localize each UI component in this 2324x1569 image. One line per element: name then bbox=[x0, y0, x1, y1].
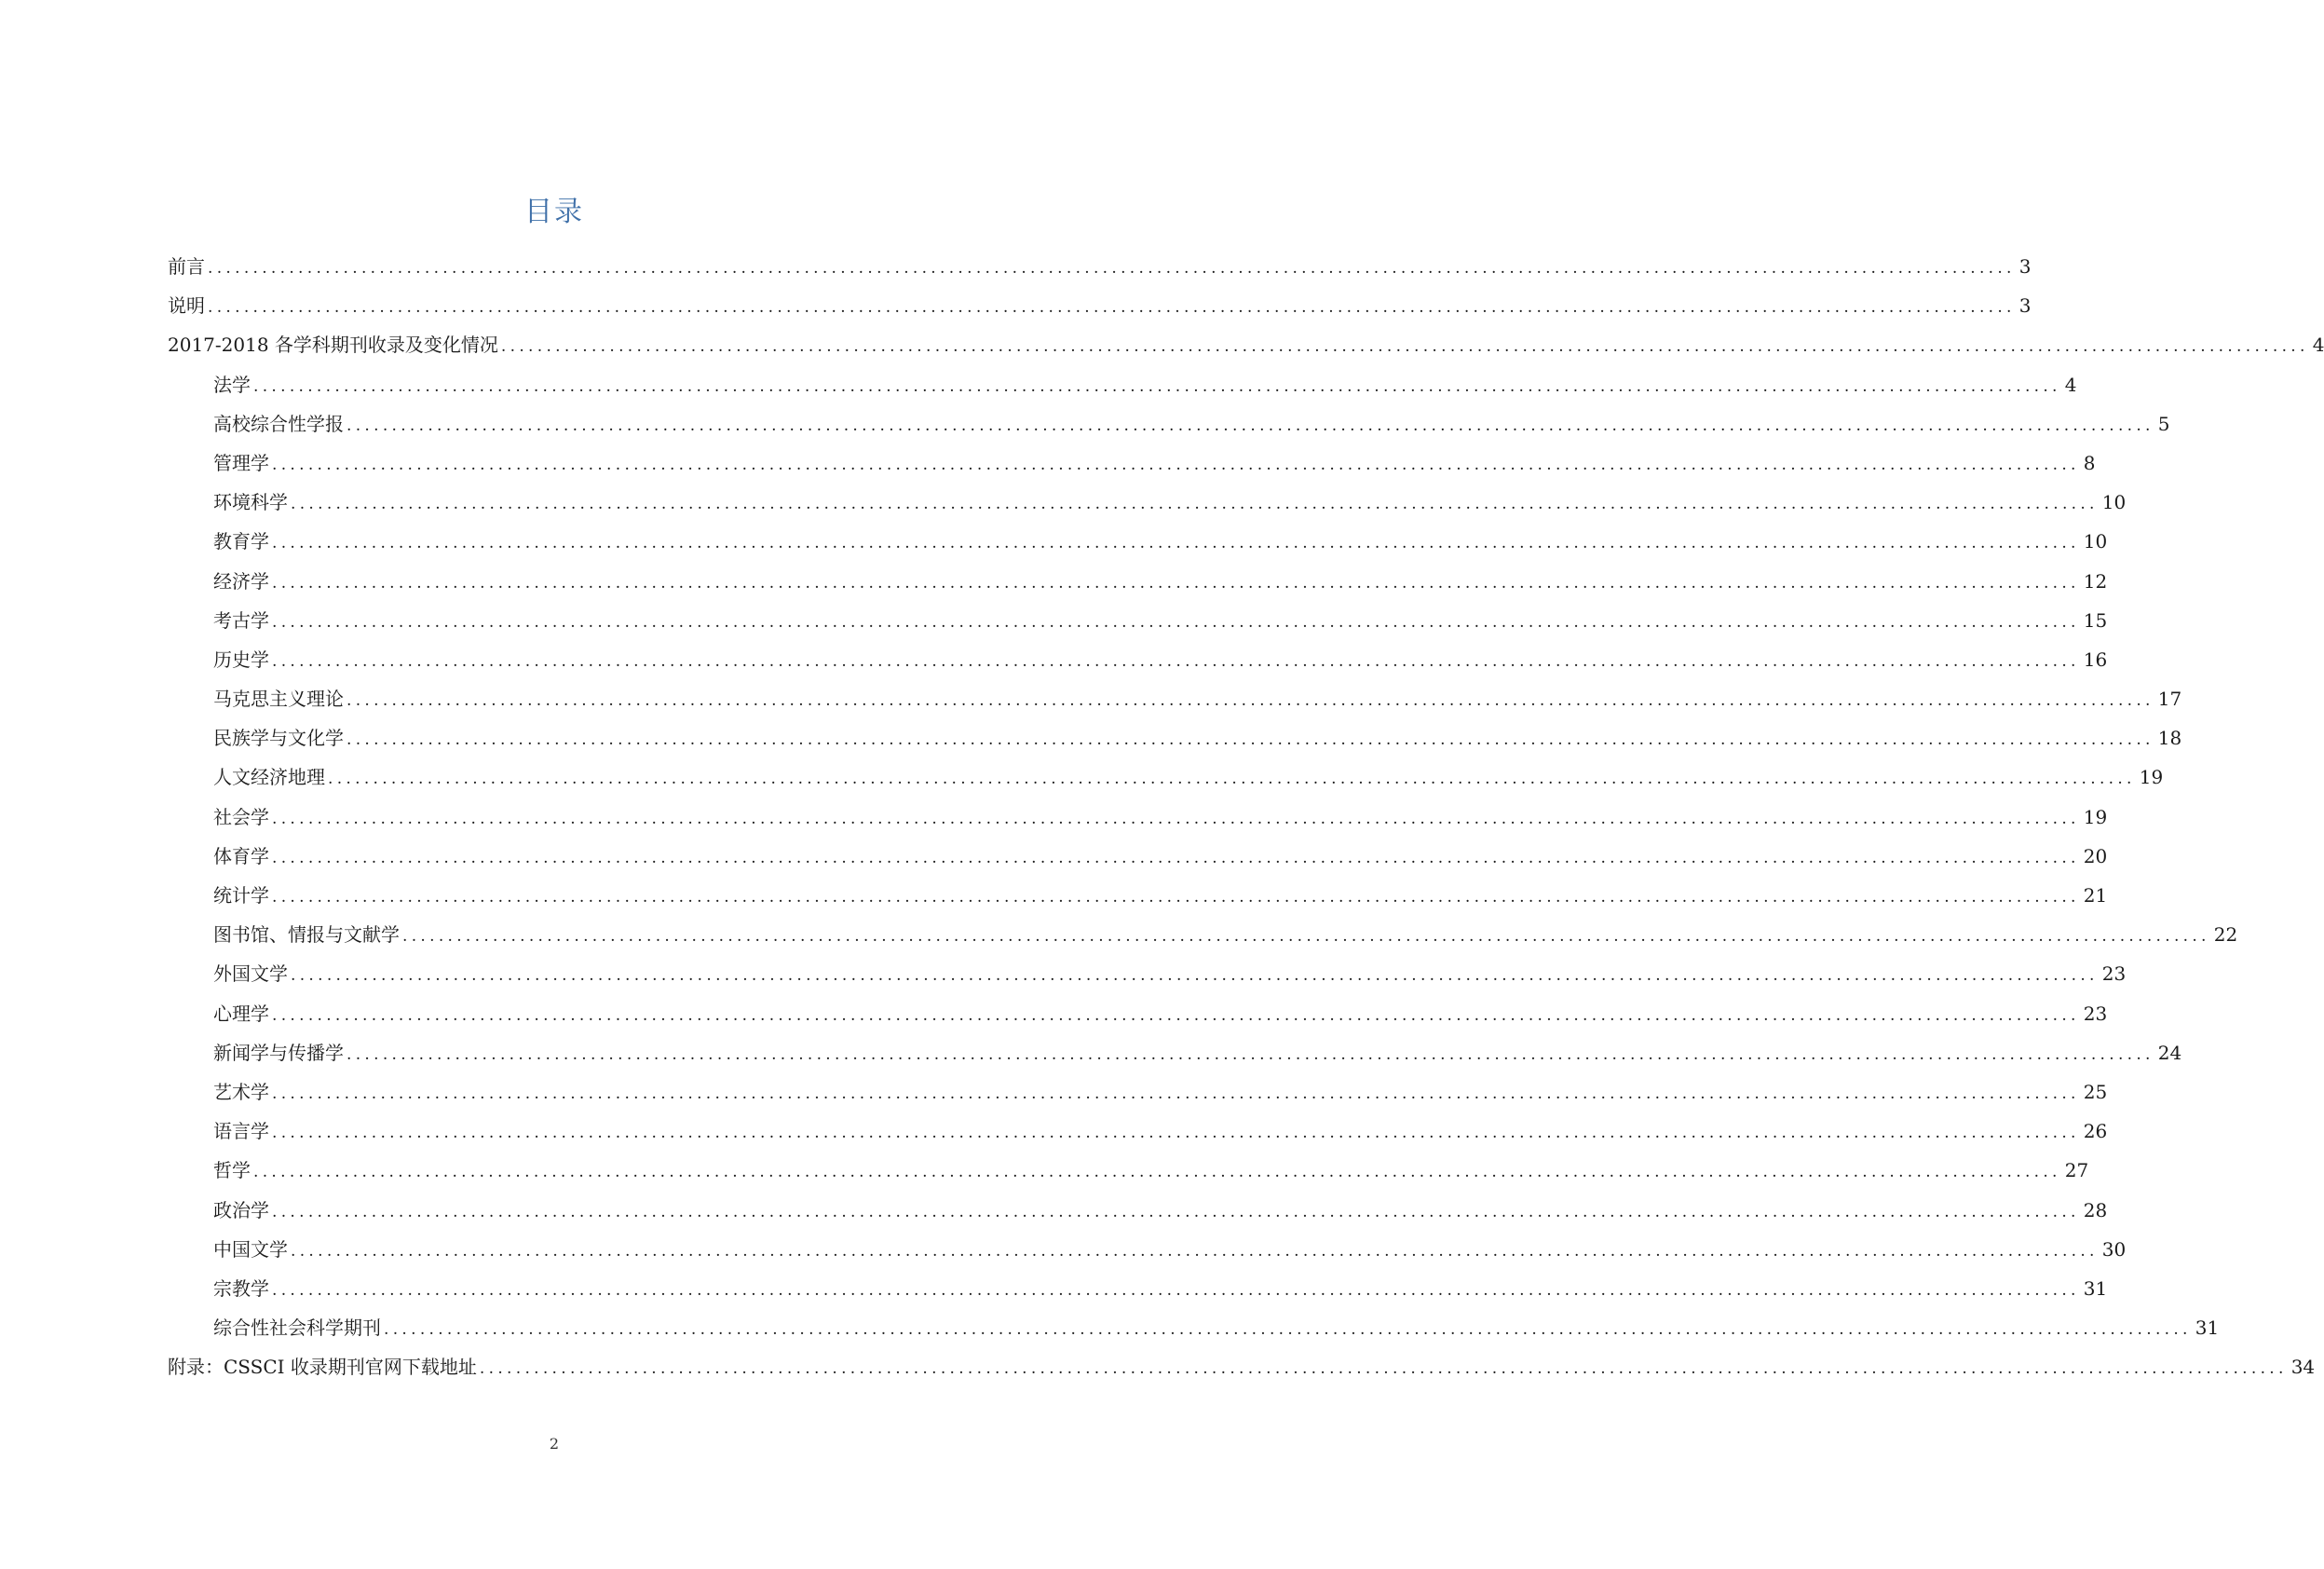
toc-entry-label: 社会学 bbox=[213, 805, 269, 828]
toc-entry-label: 法学 bbox=[213, 373, 251, 396]
toc-entry[interactable] bbox=[168, 1347, 2316, 1386]
toc-dot-leader: ........................................................................................................................................................................................................ bbox=[479, 1359, 2288, 1379]
toc-entry-page: 10 bbox=[2083, 530, 2108, 553]
toc-dot-leader: ........................................................................................................................................................................................................ bbox=[208, 259, 2016, 278]
toc-entry-label: 环境科学 bbox=[213, 491, 288, 514]
toc-entry-label: 宗教学 bbox=[213, 1276, 269, 1300]
toc-entry-page: 23 bbox=[2083, 1002, 2108, 1025]
toc-dot-leader: ........................................................................................................................................................................................................ bbox=[272, 888, 2080, 907]
toc-entry-page: 18 bbox=[2157, 727, 2182, 750]
toc-entry-label: 管理学 bbox=[213, 451, 269, 474]
toc-entry-label: 新闻学与传播学 bbox=[213, 1041, 344, 1064]
toc-entry[interactable] bbox=[168, 798, 2108, 837]
toc-entry-label: 综合性社会科学期刊 bbox=[213, 1317, 381, 1340]
toc-entry-label: 说明 bbox=[168, 294, 205, 318]
toc-entry-label: 政治学 bbox=[213, 1198, 269, 1221]
toc-title: 目录 bbox=[524, 196, 584, 228]
toc-entry[interactable] bbox=[168, 1308, 2220, 1347]
toc-entry[interactable] bbox=[168, 915, 2238, 954]
toc-dot-leader: ........................................................................................................................................................................................................ bbox=[208, 298, 2016, 318]
page-number: 2 bbox=[549, 1435, 560, 1453]
toc-dot-leader: ........................................................................................................................................................................................................ bbox=[272, 612, 2080, 632]
toc-entry-page: 15 bbox=[2083, 608, 2108, 632]
toc-entry[interactable] bbox=[168, 286, 2032, 325]
toc-entry-page: 28 bbox=[2083, 1198, 2108, 1221]
toc-entry-page: 22 bbox=[2213, 923, 2238, 947]
toc-entry-label: 历史学 bbox=[213, 648, 269, 671]
toc-dot-leader: ........................................................................................................................................................................................................ bbox=[272, 573, 2080, 593]
toc-dot-leader: ........................................................................................................................................................................................................ bbox=[253, 376, 2061, 396]
toc-entry-label: 考古学 bbox=[213, 608, 269, 632]
toc-entry-page: 25 bbox=[2083, 1080, 2108, 1103]
toc-entry[interactable] bbox=[168, 718, 2182, 757]
toc-dot-leader: ........................................................................................................................................................................................................ bbox=[272, 455, 2080, 474]
toc-entry-label: 马克思主义理论 bbox=[213, 688, 344, 711]
toc-entry[interactable] bbox=[168, 757, 2164, 797]
toc-entry[interactable] bbox=[168, 1033, 2182, 1072]
toc-dot-leader: ........................................................................................................................................................................................................ bbox=[291, 495, 2099, 514]
toc-entry[interactable] bbox=[168, 601, 2108, 640]
toc-entry[interactable] bbox=[168, 325, 2324, 364]
toc-entry[interactable] bbox=[168, 247, 2032, 286]
toc-dot-leader: ........................................................................................................................................................................................................ bbox=[272, 1280, 2080, 1300]
toc-entry-page: 30 bbox=[2101, 1237, 2127, 1261]
toc-entry-label: 中国文学 bbox=[213, 1237, 288, 1261]
toc-entry[interactable] bbox=[168, 1151, 2089, 1190]
toc-entry[interactable] bbox=[168, 1230, 2127, 1269]
toc-entry[interactable] bbox=[168, 404, 2170, 443]
toc-list bbox=[168, 247, 2324, 1386]
toc-entry[interactable] bbox=[168, 1269, 2108, 1308]
toc-entry[interactable] bbox=[168, 562, 2108, 601]
toc-entry-page: 4 bbox=[2312, 334, 2324, 357]
toc-entry-page: 34 bbox=[2290, 1356, 2316, 1379]
toc-entry-page: 10 bbox=[2101, 491, 2127, 514]
toc-dot-leader: ........................................................................................................................................................................................................ bbox=[272, 848, 2080, 867]
toc-dot-leader: ........................................................................................................................................................................................................ bbox=[291, 966, 2099, 986]
toc-entry-label: 民族学与文化学 bbox=[213, 727, 344, 750]
toc-entry-page: 5 bbox=[2157, 412, 2170, 435]
toc-entry-page: 3 bbox=[2018, 294, 2032, 318]
toc-entry-page: 8 bbox=[2083, 451, 2096, 474]
toc-entry-page: 17 bbox=[2157, 688, 2182, 711]
toc-dot-leader: ........................................................................................................................................................................................................ bbox=[253, 1163, 2061, 1182]
toc-dot-leader: ........................................................................................................................................................................................................ bbox=[291, 1241, 2099, 1261]
toc-entry-label: 心理学 bbox=[213, 1002, 269, 1025]
toc-entry[interactable] bbox=[168, 483, 2127, 522]
toc-dot-leader: ........................................................................................................................................................................................................ bbox=[402, 927, 2210, 947]
toc-dot-leader: ........................................................................................................................................................................................................ bbox=[347, 691, 2154, 711]
toc-dot-leader: ........................................................................................................................................................................................................ bbox=[272, 1124, 2080, 1143]
toc-entry[interactable] bbox=[168, 1112, 2108, 1151]
toc-entry-page: 3 bbox=[2018, 255, 2032, 278]
toc-entry-page: 12 bbox=[2083, 569, 2108, 593]
toc-entry-page: 21 bbox=[2083, 884, 2108, 907]
toc-entry-page: 31 bbox=[2083, 1276, 2108, 1300]
toc-dot-leader: ........................................................................................................................................................................................................ bbox=[328, 770, 2136, 789]
toc-entry-label: 2017-2018 各学科期刊收录及变化情况 bbox=[168, 334, 498, 357]
toc-dot-leader: ........................................................................................................................................................................................................ bbox=[272, 1084, 2080, 1103]
toc-entry[interactable] bbox=[168, 954, 2127, 993]
toc-entry-label: 外国文学 bbox=[213, 962, 288, 986]
toc-entry[interactable] bbox=[168, 522, 2108, 561]
toc-dot-leader: ........................................................................................................................................................................................................ bbox=[347, 1044, 2154, 1064]
toc-entry-label: 人文经济地理 bbox=[213, 766, 325, 789]
toc-entry-page: 16 bbox=[2083, 648, 2108, 671]
toc-entry-label: 教育学 bbox=[213, 530, 269, 553]
toc-entry-page: 19 bbox=[2083, 805, 2108, 828]
toc-dot-leader: ........................................................................................................................................................................................................ bbox=[500, 337, 2309, 357]
toc-entry-page: 31 bbox=[2195, 1317, 2220, 1340]
toc-dot-leader: ........................................................................................................................................................................................................ bbox=[272, 1005, 2080, 1025]
toc-entry[interactable] bbox=[168, 876, 2108, 915]
toc-entry[interactable] bbox=[168, 994, 2108, 1033]
toc-entry-label: 经济学 bbox=[213, 569, 269, 593]
toc-dot-leader: ........................................................................................................................................................................................................ bbox=[347, 416, 2154, 435]
toc-entry[interactable] bbox=[168, 1191, 2108, 1230]
toc-entry[interactable] bbox=[168, 365, 2077, 404]
toc-entry[interactable] bbox=[168, 1072, 2108, 1112]
toc-entry-label: 图书馆、情报与文献学 bbox=[213, 923, 400, 947]
toc-entry-page: 23 bbox=[2101, 962, 2127, 986]
toc-entry-label: 体育学 bbox=[213, 844, 269, 867]
toc-dot-leader: ........................................................................................................................................................................................................ bbox=[272, 651, 2080, 671]
toc-dot-leader: ........................................................................................................................................................................................................ bbox=[272, 809, 2080, 828]
toc-entry-page: 26 bbox=[2083, 1120, 2108, 1143]
toc-dot-leader: ........................................................................................................................................................................................................ bbox=[347, 730, 2154, 750]
toc-dot-leader: ........................................................................................................................................................................................................ bbox=[384, 1320, 2192, 1340]
toc-entry-label: 附录：CSSCI 收录期刊官网下载地址 bbox=[168, 1356, 477, 1379]
toc-entry-page: 20 bbox=[2083, 844, 2108, 867]
toc-entry-page: 4 bbox=[2064, 373, 2077, 396]
toc-entry[interactable] bbox=[168, 837, 2108, 876]
toc-entry[interactable] bbox=[168, 443, 2096, 483]
toc-entry-label: 语言学 bbox=[213, 1120, 269, 1143]
toc-entry-label: 统计学 bbox=[213, 884, 269, 907]
toc-entry-page: 19 bbox=[2139, 766, 2164, 789]
toc-entry[interactable] bbox=[168, 679, 2182, 718]
toc-dot-leader: ........................................................................................................................................................................................................ bbox=[272, 534, 2080, 553]
toc-entry-label: 前言 bbox=[168, 255, 205, 278]
toc-entry-label: 艺术学 bbox=[213, 1080, 269, 1103]
toc-entry-label: 哲学 bbox=[213, 1159, 251, 1182]
toc-dot-leader: ........................................................................................................................................................................................................ bbox=[272, 1202, 2080, 1221]
toc-entry-page: 27 bbox=[2064, 1159, 2089, 1182]
toc-entry-page: 24 bbox=[2157, 1041, 2182, 1064]
toc-entry-label: 高校综合性学报 bbox=[213, 412, 344, 435]
toc-entry[interactable] bbox=[168, 640, 2108, 679]
